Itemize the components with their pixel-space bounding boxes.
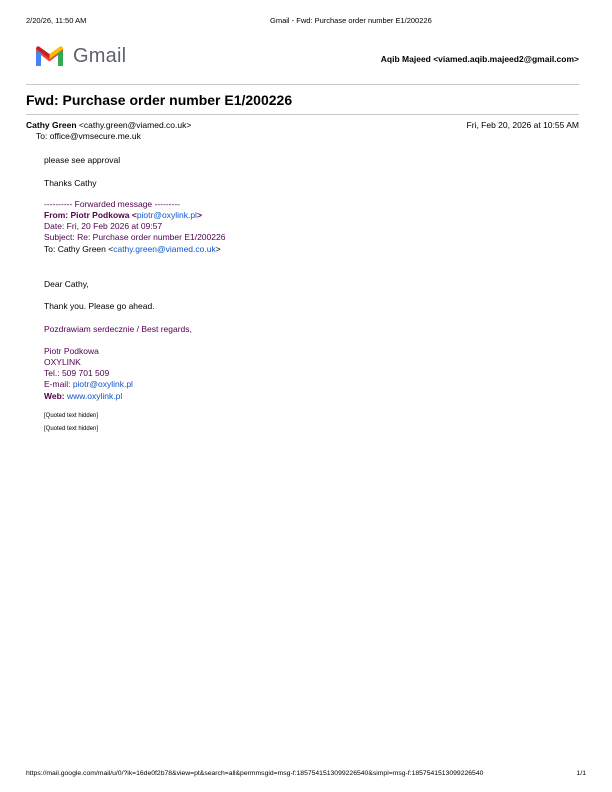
signature-web-link[interactable]: www.oxylink.pl (66, 391, 123, 401)
signature-email (44, 379, 133, 389)
signature-tel: Tel.: 509 701 509 (44, 368, 110, 378)
print-page-title: Gmail - Fwd: Purchase order number E1/200226 (270, 16, 432, 25)
print-datetime: 2/20/26, 11:50 AM (26, 16, 87, 25)
signature-web-label: Web: (44, 391, 67, 401)
forward-reply: Thank you. Please go ahead. (44, 301, 155, 311)
sender-name: Cathy Green (26, 120, 77, 130)
print-footer-page: 1/1 (576, 770, 586, 777)
print-footer-url: https://mail.google.com/mail/u/0/?ik=16de0f2b78&view=pt&search=all&permmsgid=msg-f:1857541513099226540&simpl=msg-f:1857541513099226540 (26, 770, 484, 777)
forward-to-close: > (215, 244, 221, 254)
signature-name: Piotr Podkowa (44, 346, 99, 356)
sender-email[interactable]: <cathy.green@viamed.co.uk> (76, 120, 192, 130)
forward-separator: ---------- Forwarded message --------- (44, 199, 180, 209)
quoted-text-toggle-2[interactable]: [Quoted text hidden] (44, 426, 99, 432)
account-user: Aqib Majeed <viamed.aqib.majeed2@gmail.com> (380, 54, 579, 64)
forward-greeting: Dear Cathy, (44, 279, 89, 289)
signature-company: OXYLINK (44, 357, 81, 367)
forward-from-close: > (196, 210, 202, 220)
body-line-1: please see approval (44, 155, 121, 165)
signature-regards: Pozdrawiam serdecznie / Best regards, (44, 324, 192, 334)
message-recipient: To: office@vmsecure.me.uk (36, 131, 141, 141)
forward-to-email-link[interactable]: cathy.green@viamed.co.uk (113, 244, 216, 254)
subject-divider (26, 114, 579, 115)
forward-subject: Subject: Re: Purchase order number E1/200226 (44, 232, 226, 242)
header-divider (26, 84, 579, 85)
forward-from-label: From: Piotr Podkowa < (44, 210, 137, 220)
forward-from-email-link[interactable]: piotr@oxylink.pl (136, 210, 197, 220)
forward-to-label: To: Cathy Green < (44, 244, 114, 254)
forward-to (44, 244, 221, 254)
body-line-2: Thanks Cathy (44, 178, 97, 188)
signature-email-label: E-mail: (44, 379, 73, 389)
message-timestamp: Fri, Feb 20, 2026 at 10:55 AM (466, 120, 579, 130)
signature-web (44, 391, 122, 401)
gmail-wordmark: Gmail (73, 44, 127, 67)
gmail-m-logo-icon (34, 44, 65, 68)
forward-date: Date: Fri, 20 Feb 2026 at 09:57 (44, 221, 163, 231)
thread-subject: Fwd: Purchase order number E1/200226 (26, 92, 293, 108)
forward-from (44, 210, 202, 220)
gmail-logo[interactable] (34, 44, 126, 68)
signature-email-link[interactable]: piotr@oxylink.pl (72, 379, 133, 389)
message-sender (26, 120, 191, 130)
quoted-text-toggle-1[interactable]: [Quoted text hidden] (44, 413, 99, 419)
